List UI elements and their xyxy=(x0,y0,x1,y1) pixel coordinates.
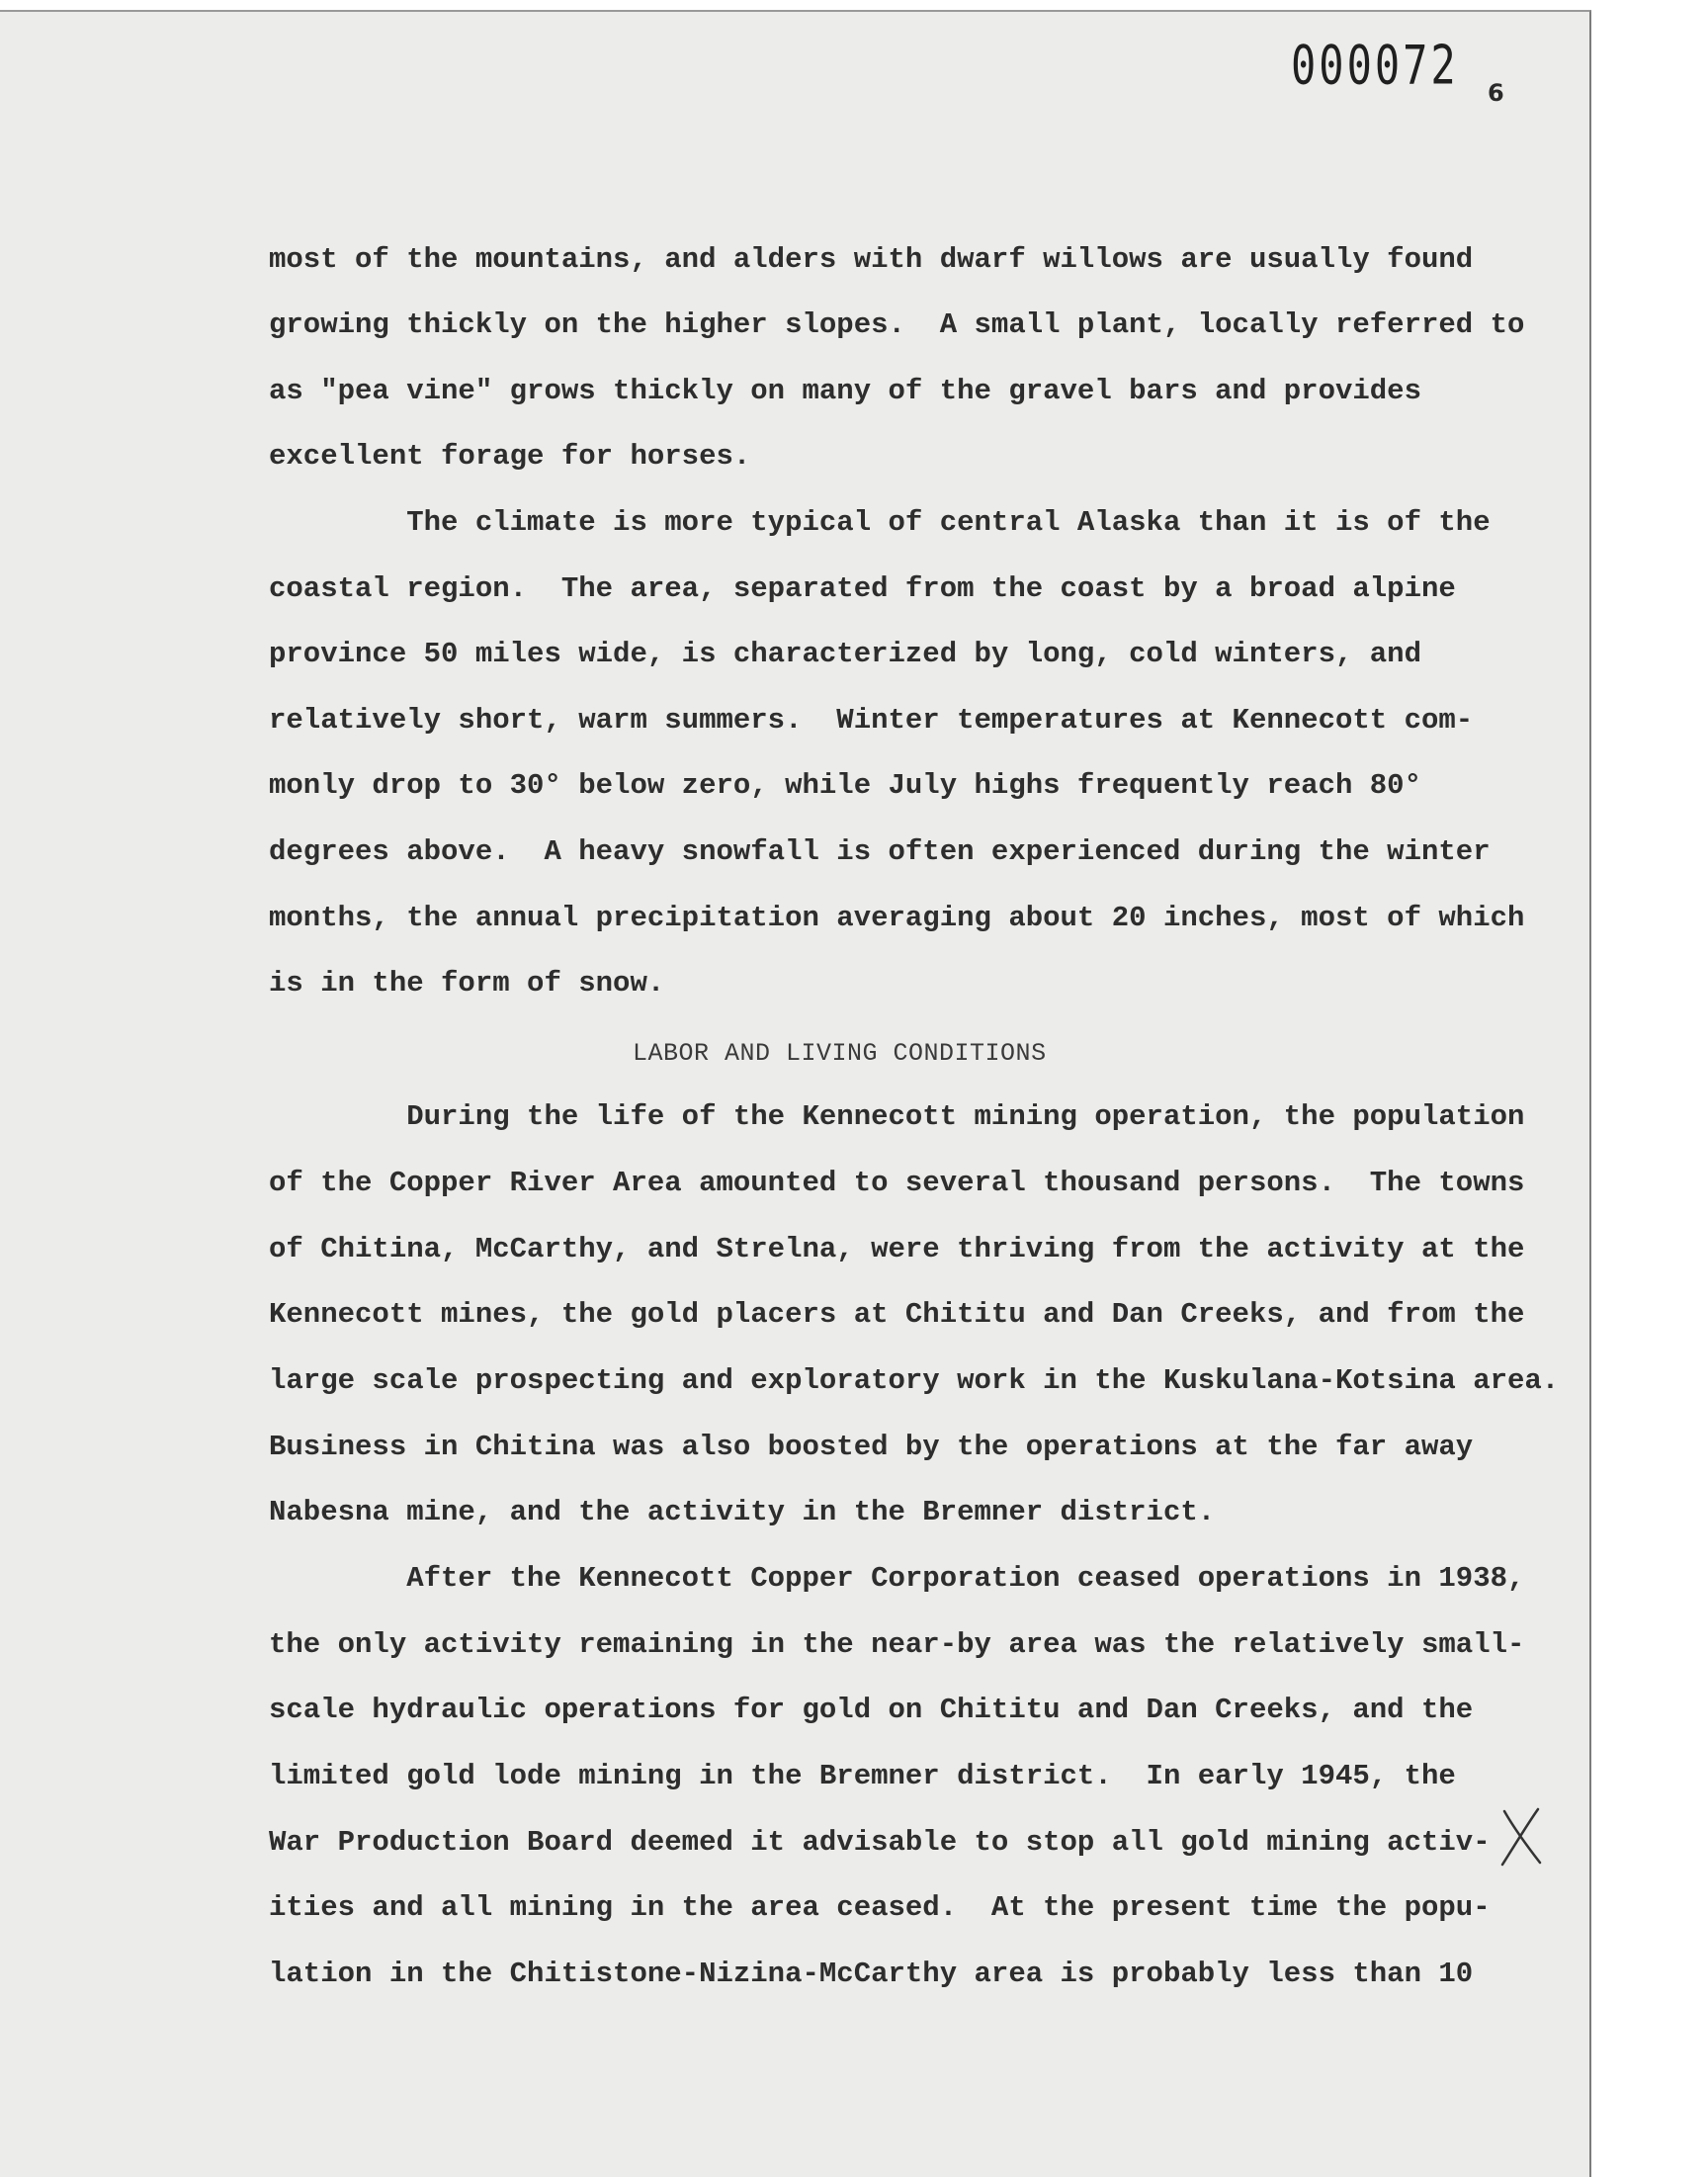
text-line: province 50 miles wide, is characterized by long, cold winters, and xyxy=(269,638,1421,670)
text-line: limited gold lode mining in the Bremner district. In early 1945, the xyxy=(269,1760,1456,1792)
text-line: Nabesna mine, and the activity in the Bremner district. xyxy=(269,1496,1216,1528)
text-line: War Production Board deemed it advisable to stop all gold mining activ- xyxy=(269,1826,1491,1859)
text-line: After the Kennecott Copper Corporation ceased operations in 1938, xyxy=(269,1562,1525,1595)
page-number: 6 xyxy=(1488,79,1504,107)
text-line: excellent forage for horses. xyxy=(269,440,751,473)
text-line: large scale prospecting and exploratory work in the Kuskulana-Kotsina area. xyxy=(269,1364,1560,1397)
text-line: relatively short, warm summers. Winter temperatures at Kennecott com- xyxy=(269,704,1474,737)
text-line: as "pea vine" grows thickly on many of the gravel bars and provides xyxy=(269,375,1421,407)
text-line: growing thickly on the higher slopes. A small plant, locally referred to xyxy=(269,308,1525,341)
text-line: ities and all mining in the area ceased. At the present time the popu- xyxy=(269,1891,1491,1924)
text-line: the only activity remaining in the near-by area was the relatively small- xyxy=(269,1628,1525,1661)
text-line: most of the mountains, and alders with dwarf willows are usually found xyxy=(269,243,1474,276)
text-line: months, the annual precipitation averaging about 20 inches, most of which xyxy=(269,902,1525,934)
text-line: degrees above. A heavy snowfall is often experienced during the winter xyxy=(269,835,1491,868)
text-line: lation in the Chitistone-Nizina-McCarthy area is probably less than 10 xyxy=(269,1958,1474,1990)
text-line: The climate is more typical of central Alaska than it is of the xyxy=(269,506,1491,539)
text-line: is in the form of snow. xyxy=(269,967,665,1000)
text-line: of the Copper River Area amounted to several thousand persons. The towns xyxy=(269,1167,1525,1199)
text-line: monly drop to 30° below zero, while July highs frequently reach 80° xyxy=(269,769,1421,802)
text-line: During the life of the Kennecott mining operation, the population xyxy=(269,1100,1525,1133)
document-id-stamp: 000072 xyxy=(1291,34,1459,97)
text-line: coastal region. The area, separated from the coast by a broad alpine xyxy=(269,572,1456,605)
text-line: Kennecott mines, the gold placers at Chititu and Dan Creeks, and from the xyxy=(269,1298,1525,1331)
text-line: Business in Chitina was also boosted by the operations at the far away xyxy=(269,1431,1474,1463)
section-heading: LABOR AND LIVING CONDITIONS xyxy=(633,1039,1047,1068)
text-line: of Chitina, McCarthy, and Strelna, were thriving from the activity at the xyxy=(269,1233,1525,1265)
text-line: scale hydraulic operations for gold on Chititu and Dan Creeks, and the xyxy=(269,1694,1474,1726)
handwritten-x-mark xyxy=(1498,1807,1548,1867)
